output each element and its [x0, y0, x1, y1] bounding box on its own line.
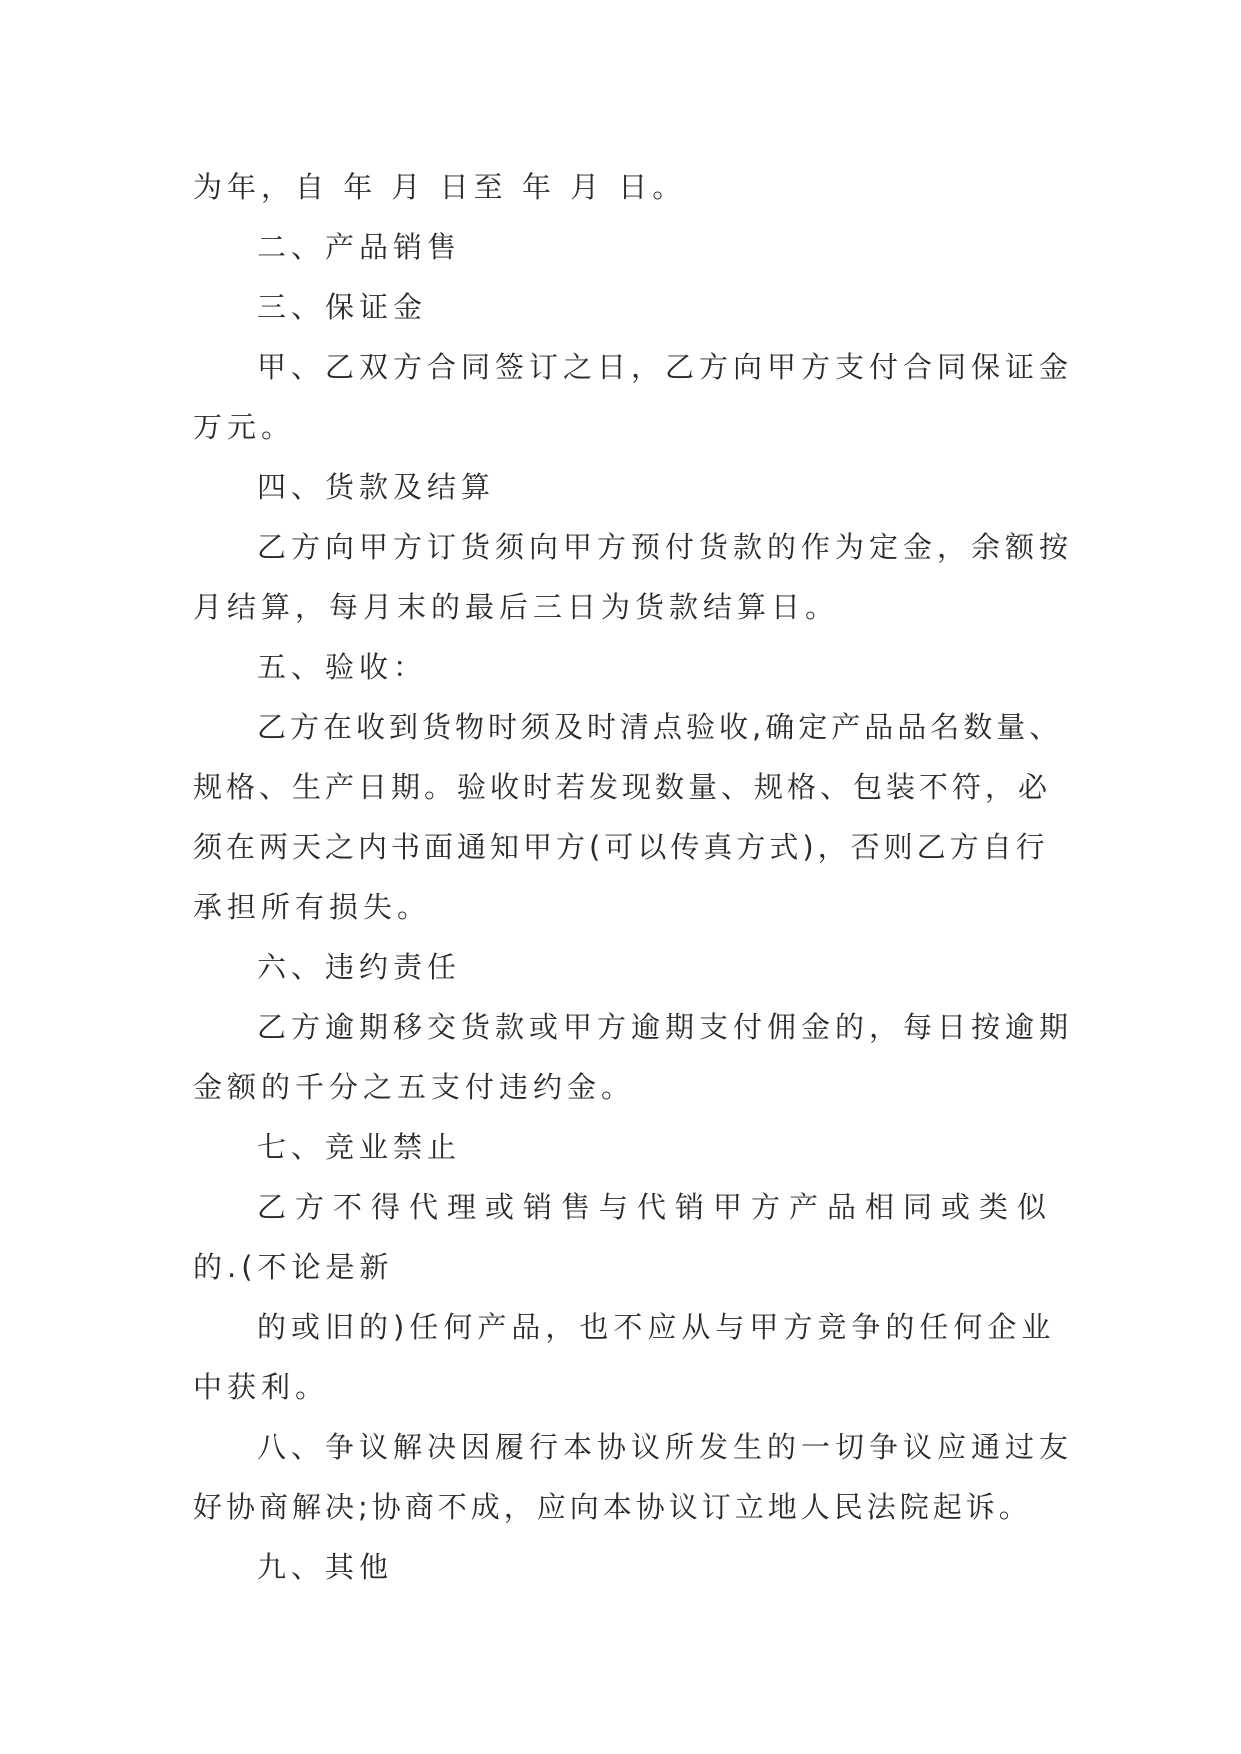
section-heading-dispute: 八、争议解决因履行本协议所发生的一切争议应通过友 — [257, 1430, 1074, 1464]
section-heading-other: 九、其他 — [257, 1550, 394, 1584]
paragraph-line: 承担所有损失。 — [193, 890, 432, 924]
paragraph-line: 月结算，每月末的最后三日为货款结算日。 — [193, 590, 840, 624]
paragraph-line: 好协商解决;协商不成，应向本协议订立地人民法院起诉。 — [193, 1490, 1032, 1524]
term-period-line: 为年，自 年 月 日至 年 月 日。 — [193, 170, 687, 204]
section-heading-product-sales: 二、产品销售 — [257, 230, 462, 264]
paragraph-line: 须在两天之内书面通知甲方(可以传真方式)，否则乙方自行 — [193, 830, 1049, 864]
paragraph-line: 规格、生产日期。验收时若发现数量、规格、包装不符，必 — [193, 770, 1052, 804]
paragraph-line: 的或旧的)任何产品，也不应从与甲方竞争的任何企业 — [257, 1310, 1056, 1344]
section-heading-deposit: 三、保证金 — [257, 290, 428, 324]
section-heading-liability: 六、违约责任 — [257, 950, 462, 984]
section-heading-acceptance: 五、验收： — [257, 650, 428, 684]
paragraph-line: 万元。 — [193, 410, 296, 444]
paragraph-line: 乙方在收到货物时须及时清点验收,确定产品品名数量、 — [257, 710, 1063, 744]
paragraph-line: 中获利。 — [193, 1370, 330, 1404]
paragraph-line: 金额的千分之五支付违约金。 — [193, 1070, 636, 1104]
contract-text — [193, 157, 1074, 1597]
paragraph-line: 乙方不得代理或销售与代销甲方产品相同或类似 — [257, 1190, 1056, 1224]
paragraph-line: 的.(不论是新 — [193, 1250, 394, 1284]
paragraph-line: 乙方向甲方订货须向甲方预付货款的作为定金，余额按 — [257, 530, 1074, 564]
paragraph-line: 甲、乙双方合同签订之日，乙方向甲方支付合同保证金 — [257, 350, 1074, 384]
paragraph-line: 乙方逾期移交货款或甲方逾期支付佣金的，每日按逾期 — [257, 1010, 1074, 1044]
section-heading-payment: 四、货款及结算 — [257, 470, 496, 504]
section-heading-non-compete: 七、竞业禁止 — [257, 1130, 462, 1164]
